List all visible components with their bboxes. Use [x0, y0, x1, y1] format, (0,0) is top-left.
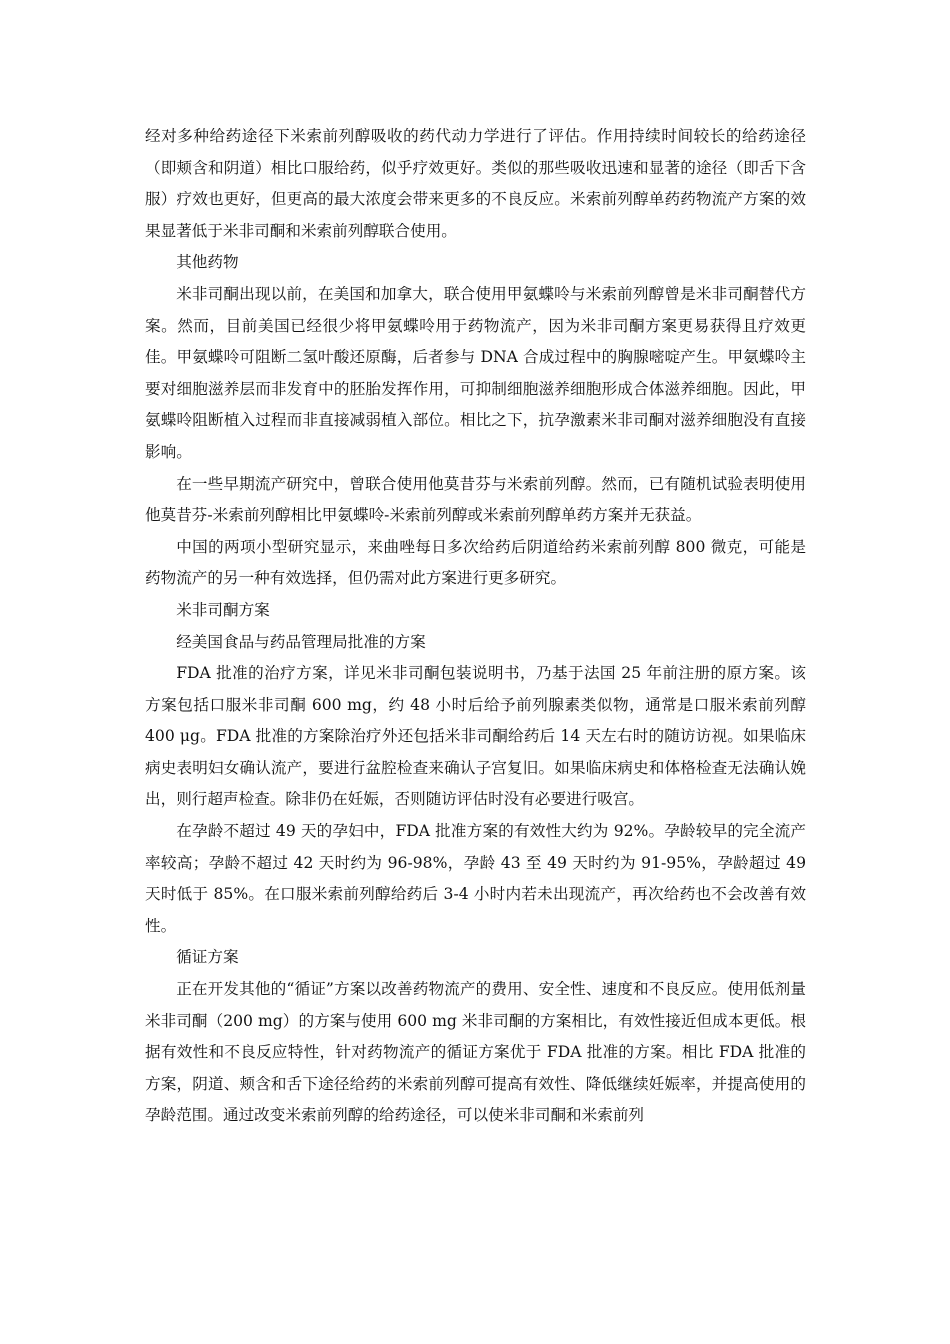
paragraph-pharmacokinetics: 经对多种给药途径下米索前列醇吸收的药代动力学进行了评估。作用持续时间较长的给药途径（即颊含和阴道）相比口服给药，似乎疗效更好。类似的那些吸收迅速和显著的途径（即舌下含服）疗效也更好，但更高的最大浓度会带来更多的不良反应。米索前列醇单药药物流产方案的效果显著低于米非司酮和米索前列醇联合使用。 [145, 127, 806, 240]
section-heading-mifepristone-regimen: 米非司酮方案 [176, 600, 270, 619]
paragraph-methotrexate: 米非司酮出现以前，在美国和加拿大，联合使用甲氨蝶呤与米索前列醇曾是米非司酮替代方案。然而，目前美国已经很少将甲氨蝶呤用于药物流产，因为米非司酮方案更易获得且疗效更佳。甲氨蝶呤可阻断二氢叶酸还原酶，后者参与 DNA 合成过程中的胸腺嘧啶产生。甲氨蝶呤主要对细胞滋养层而非发育中的胚胎发挥作用，可抑制细胞滋养细胞形成合体滋养细胞。因此，甲氨蝶呤阻断植入过程而非直接减弱植入部位。相比之下，抗孕激素米非司酮对滋养细胞没有直接影响。 [145, 284, 806, 461]
paragraph-fda-efficacy: 在孕龄不超过 49 天的孕妇中，FDA 批准方案的有效性大约为 92%。孕龄较早的完全流产率较高；孕龄不超过 42 天时约为 96-98%，孕龄 43 至 49 天时约为 91-95%，孕龄超过 49 天时低于 85%。在口服米索前列醇给药后 3-4 小时内若未出现流产，再次给药也不会改善有效性。 [145, 822, 806, 935]
paragraph-fda-regimen: FDA 批准的治疗方案，详见米非司酮包装说明书，乃基于法国 25 年前注册的原方案。该方案包括口服米非司酮 600 mg，约 48 小时后给予前列腺素类似物，通常是口服米索前列醇 400 μg。FDA 批准的方案除治疗外还包括米非司酮给药后 14 天左右时的随访访视。如果临床病史表明妇女确认流产，要进行盆腔检查来确认子宫复旧。如果临床病史和体格检查无法确认娩出，则行超声检查。除非仍在妊娠，否则随访评估时没有必要进行吸宫。 [145, 664, 806, 809]
paragraph-tamoxifen: 在一些早期流产研究中，曾联合使用他莫昔芬与米索前列醇。然而，已有随机试验表明使用他莫昔芬-米索前列醇相比甲氨蝶呤-米索前列醇或米索前列醇单药方案并无获益。 [145, 474, 806, 525]
subsection-heading-evidence-based: 循证方案 [176, 948, 239, 967]
paragraph-evidence-based: 正在开发其他的“循证”方案以改善药物流产的费用、安全性、速度和不良反应。使用低剂量米非司酮（200 mg）的方案与使用 600 mg 米非司酮的方案相比，有效性接近但成本更低。根据有效性和不良反应特性，针对药物流产的循证方案优于 FDA 批准的方案。相比 FDA 批准的方案，阴道、颊含和舌下途径给药的米索前列醇可提高有效性、降低继续妊娠率，并提高使用的孕龄范围。通过改变米索前列醇的给药途径，可以使米非司酮和米索前列 [145, 980, 806, 1125]
paragraph-letrozole: 中国的两项小型研究显示，来曲唑每日多次给药后阴道给药米索前列醇 800 微克，可能是药物流产的另一种有效选择，但仍需对此方案进行更多研究。 [145, 537, 806, 588]
subsection-heading-fda-regimen: 经美国食品与药品管理局批准的方案 [176, 632, 426, 651]
document-body [145, 121, 806, 1132]
section-heading-other-drugs: 其他药物 [176, 253, 239, 272]
